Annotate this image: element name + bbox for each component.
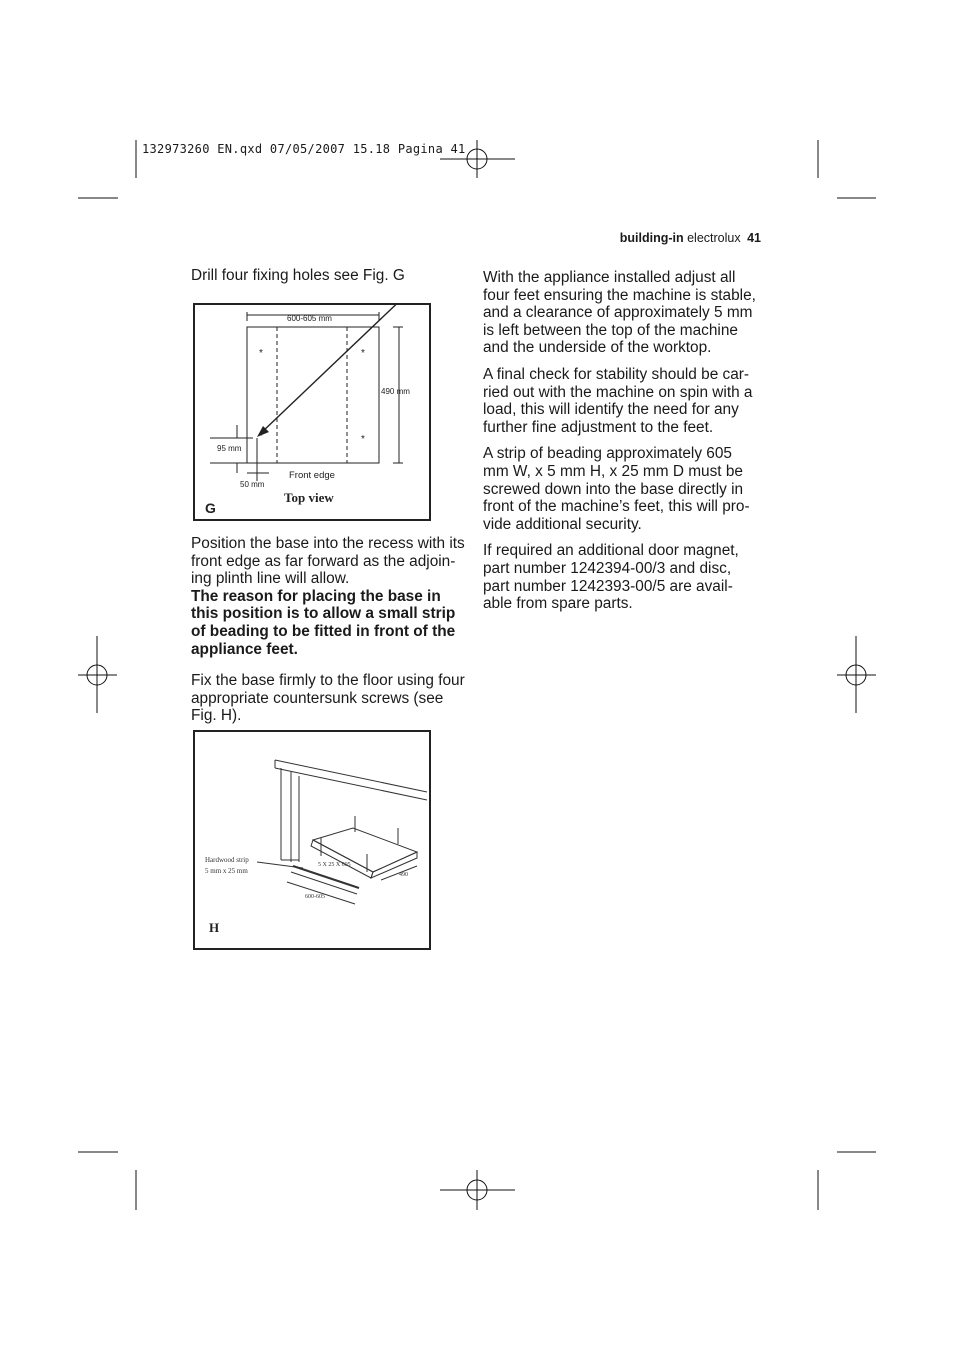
text-line: appropriate countersunk screws (see <box>191 689 444 707</box>
offset-x-label: 50 mm <box>240 480 265 489</box>
width-dimension <box>287 882 355 904</box>
text-line: front of the machine’s feet, this will pro- <box>483 498 750 516</box>
text-line: ried out with the machine on spin with a <box>483 383 753 401</box>
base-outline <box>247 327 379 463</box>
figure-g-title: Top view <box>284 490 334 505</box>
worktop-edge <box>275 760 427 792</box>
reason-paragraph <box>191 588 481 658</box>
text-line: appliance feet. <box>191 640 298 658</box>
text-line: part number 1242394-00/3 and disc, <box>483 559 732 577</box>
text-line: Fix the base firmly to the floor using four <box>191 672 465 690</box>
hardwood-strip <box>293 866 359 888</box>
text-line: Position the base into the recess with its <box>191 535 465 552</box>
figure-h-letter: H <box>209 920 220 935</box>
adjust-feet-paragraph <box>483 269 773 357</box>
figure-h-drawing <box>195 732 429 948</box>
figure-g-drawing <box>195 305 429 519</box>
hole-marker: * <box>259 431 263 442</box>
text-line: A strip of beading approximately 605 <box>483 445 732 463</box>
figure-g-letter: G <box>205 500 216 516</box>
header-section: building-in <box>619 231 684 245</box>
stability-check-paragraph <box>483 366 773 436</box>
placement-paragraph <box>191 535 481 588</box>
running-header <box>620 231 761 245</box>
hole-marker: * <box>259 348 263 359</box>
text-line: If required an additional door magnet, <box>483 542 739 560</box>
text-line: vide additional security. <box>483 515 642 533</box>
page-number: 41 <box>747 231 761 245</box>
text-line: and a clearance of approximately 5 mm <box>483 304 753 322</box>
file-slug: 132973260 EN.qxd 07/05/2007 15.18 Pagina 41 <box>142 142 466 156</box>
text-line: screwed down into the base directly in <box>483 480 744 498</box>
depth-label: 490 <box>399 872 408 878</box>
text-line: further fine adjustment to the feet. <box>483 418 714 436</box>
text-line: A final check for stability should be car- <box>483 365 750 383</box>
left-paragraphs <box>191 535 481 725</box>
text-line: and the underside of the worktop. <box>483 339 712 357</box>
figure-h <box>193 730 431 950</box>
offset-y-label: 95 mm <box>217 444 242 453</box>
door-magnet-paragraph <box>483 542 773 612</box>
strip-size-label: 5 mm x 25 mm <box>205 867 248 875</box>
text-line: Fig. H). <box>191 707 242 725</box>
width-label: 600-605 <box>305 894 325 900</box>
text-line: The reason for placing the base in <box>191 587 441 605</box>
hole-marker: * <box>361 348 365 359</box>
text-line: mm W, x 5 mm H, x 25 mm D must be <box>483 462 743 480</box>
beading-strip-paragraph <box>483 445 773 533</box>
right-paragraphs <box>483 269 773 622</box>
fixing-paragraph <box>191 672 481 725</box>
pointer-arrow <box>261 305 408 433</box>
text-line: is left between the top of the machine <box>483 321 738 339</box>
text-line: front edge as far forward as the adjoin- <box>191 552 456 570</box>
text-line: four feet ensuring the machine is stable, <box>483 286 756 304</box>
hole-marker: * <box>361 434 365 445</box>
header-brand: electrolux <box>687 231 741 245</box>
text-line: able from spare parts. <box>483 595 633 613</box>
front-edge-label: Front edge <box>289 470 335 481</box>
text-line: load, this will identify the need for any <box>483 401 739 419</box>
text-line: this position is to allow a small strip <box>191 605 456 623</box>
text-line: ing plinth line will allow. <box>191 570 350 588</box>
figure-g <box>193 303 431 521</box>
text-line: part number 1242393-00/5 are avail- <box>483 577 733 595</box>
width-label: 600-605 mm <box>287 314 332 323</box>
text-line: With the appliance installed adjust all <box>483 269 736 286</box>
size-label: 5 X 25 X 605 <box>318 862 351 868</box>
intro-text: Drill four fixing holes see Fig. G <box>191 267 405 284</box>
depth-label: 490 mm <box>381 387 410 396</box>
strip-label: Hardwood strip <box>205 856 249 864</box>
text-line: of beading to be fitted in front of the <box>191 622 456 640</box>
